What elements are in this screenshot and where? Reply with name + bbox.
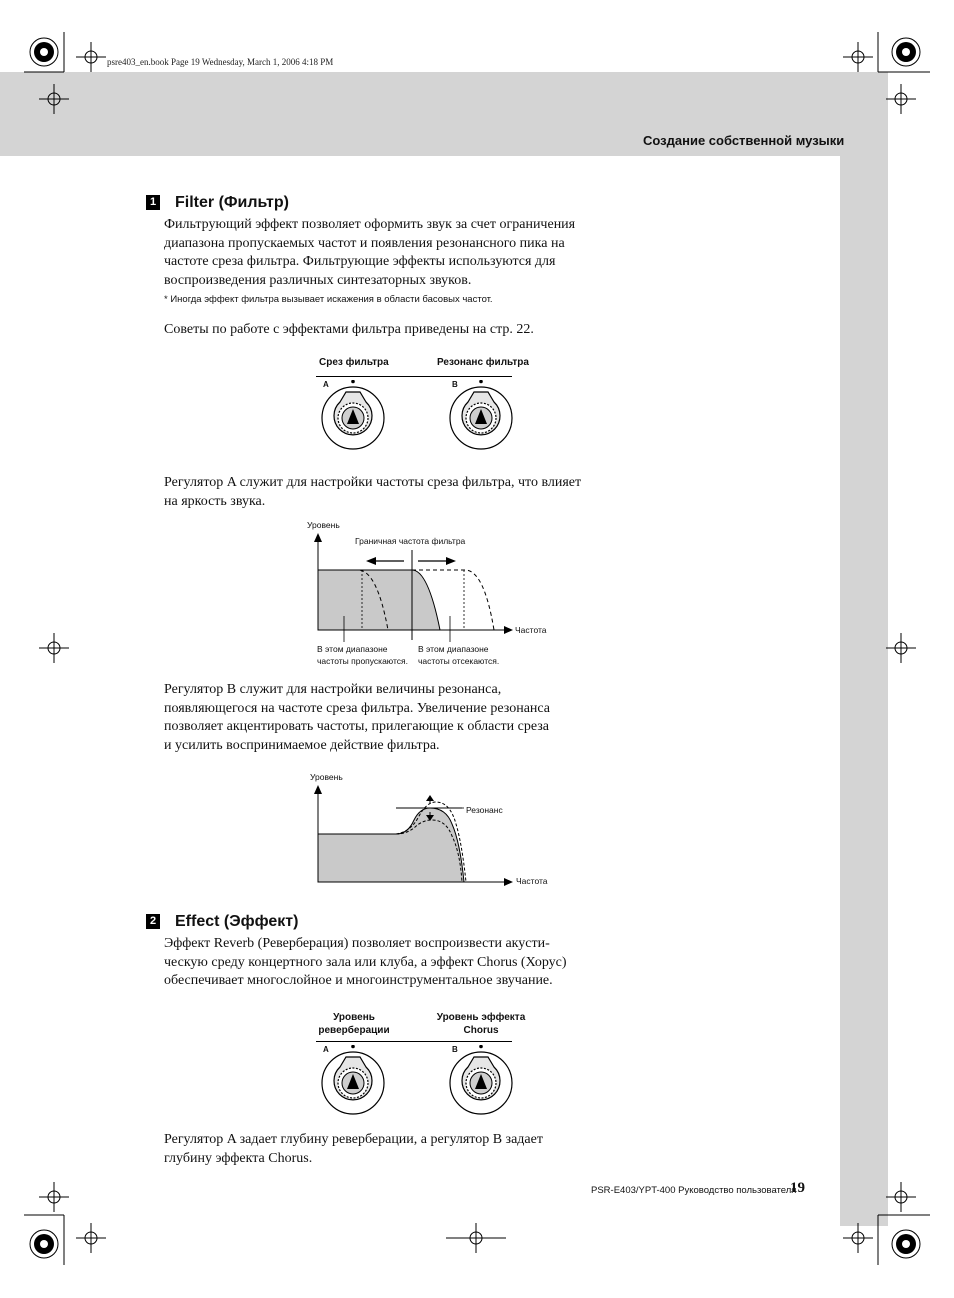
knob-a[interactable]	[318, 1045, 388, 1119]
text-line: обеспечивает многослойное и многоинструментальное звучание.	[164, 973, 553, 988]
knob-a-label: Срез фильтра	[319, 357, 389, 368]
knob-a-label	[304, 1011, 404, 1037]
text-line: Chorus	[463, 1025, 499, 1036]
book-info-line: psre403_en.book Page 19 Wednesday, March 1, 2006 4:18 PM	[107, 57, 334, 67]
text-line: В этом диапазоне	[317, 644, 388, 654]
knob-b-label: Резонанс фильтра	[437, 357, 529, 368]
text-line: Эффект Reverb (Реверберация) позволяет воспроизвести акусти-	[164, 936, 550, 951]
effect-description	[164, 1131, 543, 1168]
sunburst-mark-bl	[30, 1230, 58, 1258]
registration-mark	[76, 42, 106, 72]
knob-b-letter: B	[452, 380, 458, 389]
text-line: Уровень	[333, 1012, 375, 1023]
registration-mark	[39, 633, 69, 663]
text-line: В этом диапазоне	[418, 644, 489, 654]
x-axis-label: Частота	[515, 625, 547, 635]
section-number: 2	[146, 914, 160, 929]
section-paragraph	[164, 935, 567, 991]
text-line: частоты пропускаются.	[317, 656, 409, 666]
sunburst-mark-tl	[30, 38, 58, 66]
registration-mark	[886, 84, 916, 114]
text-line: Регулятор A задает глубину реверберации, а регулятор B задает	[164, 1132, 543, 1147]
text-line: реверберации	[318, 1025, 390, 1036]
section-title: Filter (Фильтр)	[175, 194, 289, 211]
page-header-title: Создание собственной музыки	[643, 133, 845, 148]
text-line: частоты отсекаются.	[418, 656, 500, 666]
registration-mark	[886, 633, 916, 663]
section-title: Effect (Эффект)	[175, 913, 299, 930]
text-line: Уровень эффекта	[436, 1012, 526, 1023]
divider	[316, 376, 512, 377]
registration-mark	[886, 1182, 916, 1212]
footnote: * Иногда эффект фильтра вызывает искажения в области басовых частот.	[164, 294, 493, 305]
registration-mark	[446, 1223, 506, 1253]
registration-mark	[39, 84, 69, 114]
text-line: появляющегося на частоте среза фильтра. Увеличение резонанса	[164, 700, 551, 716]
knob-a-letter: A	[323, 1045, 329, 1054]
text-line: и усилить воспринимаемое действие фильтра.	[164, 737, 440, 753]
text-line: Регулятор A служит для настройки частоты среза фильтра, что влияет	[164, 475, 582, 490]
section-paragraph	[164, 216, 575, 290]
divider	[316, 1041, 512, 1042]
sunburst-mark-tr	[892, 38, 920, 66]
knob-b[interactable]	[446, 380, 516, 454]
text-line: позволяет акцентировать частоты, прилегающие к области среза	[164, 719, 549, 734]
knob-a[interactable]	[318, 380, 388, 454]
text-line: на яркость звука.	[164, 493, 266, 509]
registration-mark	[843, 1223, 873, 1253]
text-line: ческую среду концертного зала или клуба, а эффект Chorus (Хорус)	[164, 954, 567, 970]
section-number: 1	[146, 195, 160, 210]
text-line: частоте среза фильтра. Фильтрующие эффекты используются для	[164, 254, 556, 269]
cutoff-diagram	[300, 530, 520, 645]
y-axis-label: Уровень	[310, 772, 343, 782]
sunburst-mark-br	[892, 1230, 920, 1258]
cut-band-label	[418, 643, 499, 667]
registration-mark	[76, 1223, 106, 1253]
pass-band-label	[317, 643, 408, 667]
text-line: диапазона пропускаемых частот и появления резонансного пика на	[164, 235, 565, 251]
knob-a-letter: A	[323, 380, 329, 389]
knob-b-label	[431, 1011, 531, 1037]
page-number: 19	[790, 1180, 805, 1196]
text-line: Фильтрующий эффект позволяет оформить звук за счет ограничения	[164, 217, 576, 232]
text-line: глубину эффекта Chorus.	[164, 1150, 313, 1166]
registration-mark	[39, 1182, 69, 1212]
knob-b-letter: B	[452, 1045, 458, 1054]
knob-b[interactable]	[446, 1045, 516, 1119]
y-axis-label: Уровень	[307, 520, 340, 530]
footer-text: PSR-E403/YPT-400 Руководство пользователя	[591, 1185, 797, 1196]
cutoff-frequency-label: Граничная частота фильтра	[355, 536, 466, 546]
resonance-diagram	[300, 780, 520, 890]
resonance-label: Резонанс	[466, 805, 503, 815]
knob-a-description	[164, 474, 581, 511]
text-line: Советы по работе с эффектами фильтра приведены на стр. 22.	[164, 322, 534, 337]
text-line: Регулятор B служит для настройки величины резонанса,	[164, 682, 502, 697]
x-axis-label: Частота	[516, 876, 548, 886]
registration-mark	[843, 42, 873, 72]
knob-b-description	[164, 681, 550, 755]
tips-text	[164, 321, 534, 340]
text-line: воспроизведения различных синтезаторных звуков.	[164, 272, 472, 288]
